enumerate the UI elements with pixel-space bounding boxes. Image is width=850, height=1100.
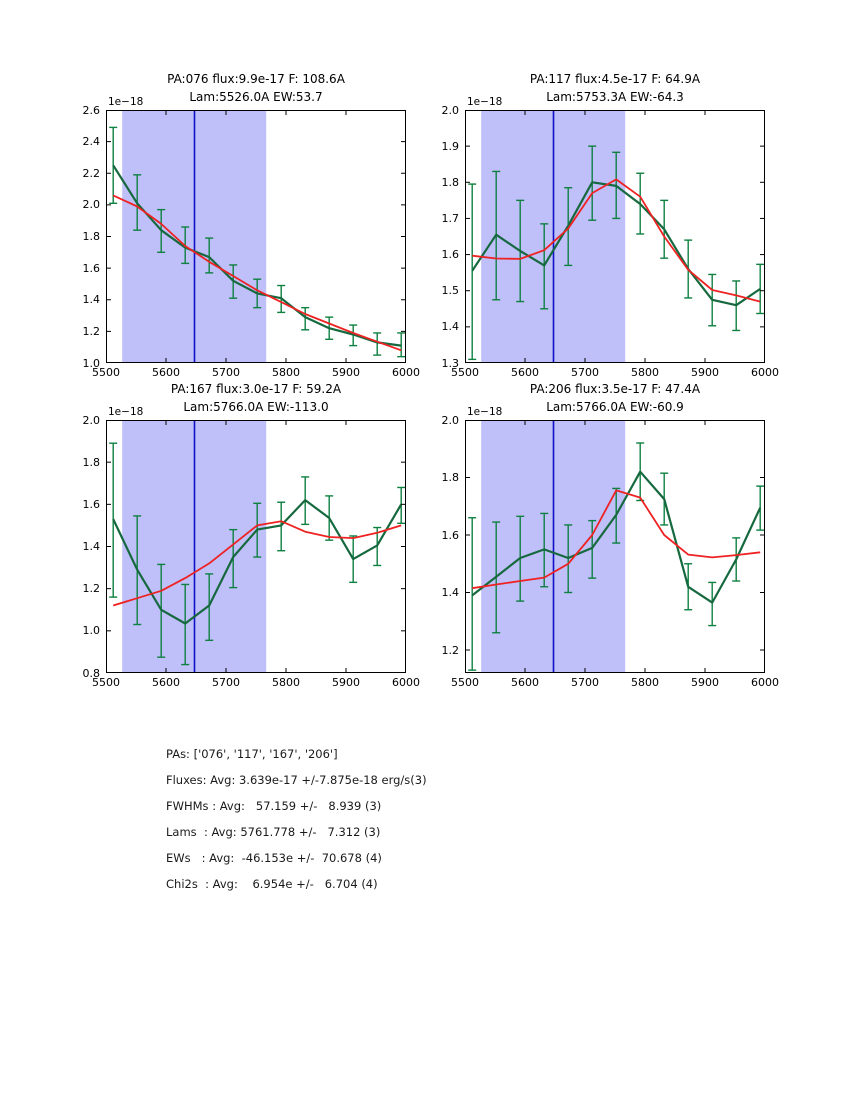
y-tick-label: 1.8: [82, 230, 100, 243]
x-tick-label: 5900: [691, 366, 719, 379]
subplot-pa167: [82, 382, 420, 689]
y-tick-label: 1.8: [441, 175, 459, 189]
x-tick-label: 5600: [511, 366, 539, 379]
x-tick-label: 5600: [511, 676, 539, 689]
x-tick-label: 5500: [92, 676, 120, 689]
y-tick-label: 1.8: [441, 471, 459, 484]
y-tick-label: 2.0: [441, 103, 459, 117]
plot-title-line1: PA:167 flux:3.0e-17 F: 59.2A: [170, 382, 342, 396]
x-tick-label: 5700: [212, 366, 240, 379]
x-tick-label: 5700: [571, 366, 599, 379]
y-axis-offset-label: 1e−18: [467, 406, 503, 418]
x-tick-label: 5800: [272, 366, 300, 379]
subplot-pa206: [441, 382, 779, 689]
y-tick-label: 1.6: [441, 248, 459, 262]
summary-line-ews: EWs : Avg: -46.153e +/- 70.678 (4): [166, 851, 382, 865]
y-tick-label: 1.4: [441, 320, 459, 334]
plot-title-line2: Lam:5766.0A EW:-113.0: [183, 400, 329, 414]
y-tick-label: 0.8: [82, 666, 100, 680]
x-tick-label: 5900: [332, 676, 360, 689]
y-tick-label: 1.0: [82, 624, 100, 638]
plot-title-line1: PA:117 flux:4.5e-17 F: 64.9A: [529, 72, 701, 86]
x-tick-label: 5700: [212, 676, 240, 689]
plot-title-line2: Lam:5766.0A EW:-60.9: [546, 400, 684, 414]
y-tick-label: 1.6: [82, 497, 100, 511]
y-tick-label: 1.0: [82, 356, 100, 370]
x-tick-label: 5800: [631, 366, 659, 379]
x-tick-label: 5800: [272, 676, 300, 689]
summary-line-fwhms: FWHMs : Avg: 57.159 +/- 8.939 (3): [166, 799, 382, 813]
x-tick-label: 6000: [751, 366, 779, 379]
x-tick-label: 5500: [451, 366, 479, 379]
y-tick-label: 2.2: [82, 166, 100, 180]
x-tick-label: 5700: [571, 676, 599, 689]
x-tick-label: 6000: [392, 676, 420, 689]
y-tick-label: 1.7: [441, 211, 459, 225]
y-tick-label: 2.0: [82, 198, 100, 212]
plot-area: [465, 110, 765, 363]
plot-area: [106, 110, 406, 363]
x-tick-label: 6000: [392, 366, 420, 379]
x-tick-label: 5500: [92, 366, 120, 379]
x-tick-label: 5500: [451, 676, 479, 689]
x-tick-label: 6000: [751, 676, 779, 689]
y-tick-label: 1.2: [82, 324, 100, 338]
y-tick-label: 1.4: [82, 293, 100, 307]
y-tick-label: 1.6: [82, 261, 100, 275]
summary-line-lams: Lams : Avg: 5761.778 +/- 7.312 (3): [166, 825, 381, 839]
plot-title-line1: PA:206 flux:3.5e-17 F: 47.4A: [529, 382, 701, 396]
y-tick-label: 1.5: [441, 284, 459, 298]
y-tick-label: 2.0: [441, 413, 459, 427]
y-tick-label: 2.4: [82, 135, 100, 149]
x-tick-label: 5800: [631, 676, 659, 689]
summary-line-fluxes: Fluxes: Avg: 3.639e-17 +/-7.875e-18 erg/s(3): [166, 773, 427, 787]
y-tick-label: 1.4: [441, 586, 459, 599]
x-tick-label: 5900: [691, 676, 719, 689]
y-tick-label: 1.2: [441, 643, 459, 657]
y-tick-label: 1.2: [82, 582, 100, 596]
y-tick-label: 1.9: [441, 139, 459, 153]
y-tick-label: 1.3: [441, 356, 459, 370]
subplot-pa076: [82, 72, 420, 379]
y-tick-label: 2.6: [82, 103, 100, 117]
x-tick-label: 5900: [332, 366, 360, 379]
y-tick-label: 1.4: [82, 540, 100, 553]
y-tick-label: 1.8: [82, 455, 100, 469]
plot-title-line2: Lam:5526.0A EW:53.7: [189, 90, 323, 104]
y-axis-offset-label: 1e−18: [108, 96, 144, 108]
plot-title-line1: PA:076 flux:9.9e-17 F: 108.6A: [167, 72, 345, 86]
y-axis-offset-label: 1e−18: [108, 406, 144, 418]
x-tick-label: 5600: [152, 676, 180, 689]
summary-block: [166, 741, 427, 897]
y-tick-label: 2.0: [82, 413, 100, 427]
plot-area: [106, 420, 406, 673]
y-tick-label: 1.6: [441, 528, 459, 542]
x-tick-label: 5600: [152, 366, 180, 379]
y-axis-offset-label: 1e−18: [467, 96, 503, 108]
plot-area: [465, 420, 765, 673]
summary-line-pas: PAs: ['076', '117', '167', '206']: [166, 747, 338, 761]
subplot-pa117: [441, 72, 779, 379]
summary-line-chi2s: Chi2s : Avg: 6.954e +/- 6.704 (4): [166, 877, 378, 891]
plot-title-line2: Lam:5753.3A EW:-64.3: [546, 90, 684, 104]
